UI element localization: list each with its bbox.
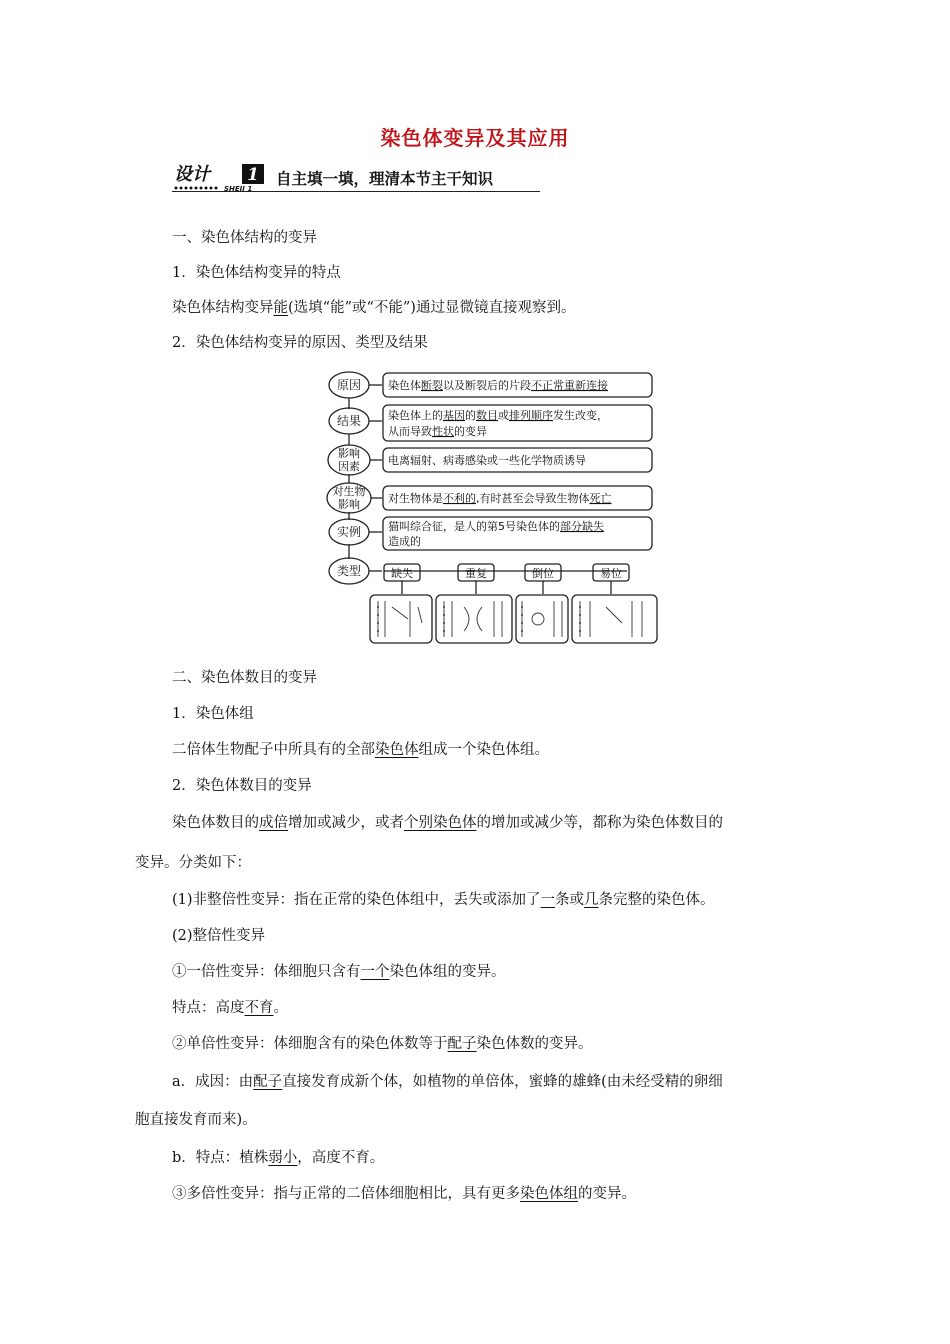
page-title: 染色体变异及其应用 [380, 126, 570, 150]
example-text-1: 猫叫综合征，是人的第5号染色体的部分缺失 [388, 520, 604, 533]
type-translocation: 易位 [600, 567, 622, 580]
logo-number: 1 [247, 165, 259, 185]
section2-line10: 胞直接发育而来)。 [135, 1112, 257, 1128]
section2-sub1: 1．染色体组 [172, 706, 254, 722]
section2-line9: a．成因：由配子直接发育成新个体，如植物的单倍体，蜜蜂的雄蜂(由未经受精的卵细 [172, 1074, 723, 1090]
section2-line11: b．特点：植株弱小，高度不育。 [172, 1150, 385, 1166]
section2-heading: 二、染色体数目的变异 [172, 670, 317, 686]
label-cause: 原因 [336, 378, 362, 392]
label-effect-2: 影响 [338, 498, 360, 511]
result-text-1: 染色体上的基因的数目或排列顺序发生改变， [388, 409, 608, 422]
section1-line1: 染色体结构变异能(选填“能”或“不能”)通过显微镜直接观察到。 [172, 300, 576, 316]
effect-text: 对生物体是不利的,有时甚至会导致生物体死亡 [388, 492, 612, 505]
type-duplication: 重复 [465, 567, 487, 580]
label-effect-1: 对生物 [332, 485, 366, 498]
label-example: 实例 [336, 525, 362, 539]
label-result: 结果 [336, 414, 362, 428]
section1-sub2: 2．染色体结构变异的原因、类型及结果 [172, 335, 428, 351]
chromosome-structure-diagram [322, 367, 662, 649]
label-factor-1: 影响 [338, 447, 360, 460]
section2-line5: (2)整倍性变异 [172, 928, 266, 944]
section-banner [172, 160, 540, 192]
example-text-2: 造成的 [388, 535, 421, 548]
section2-line3: 变异。分类如下： [135, 855, 251, 871]
section2-line6: ①一倍性变异：体细胞只含有一个染色体组的变异。 [172, 964, 506, 980]
section2-line2: 染色体数目的成倍增加或减少，或者个别染色体的增加或减少等，都称为染色体数目的 [172, 815, 723, 831]
section2-line4: (1)非整倍性变异：指在正常的染色体组中，丢失或添加了一条或几条完整的染色体。 [172, 892, 715, 908]
section2-sub2: 2．染色体数目的变异 [172, 778, 312, 794]
section1-sub1: 1．染色体结构变异的特点 [172, 265, 341, 281]
type-inversion: 倒位 [532, 567, 554, 580]
section2-line8: ②单倍性变异：体细胞含有的染色体数等于配子染色体数的变异。 [172, 1036, 593, 1052]
label-type: 类型 [336, 564, 362, 578]
cause-text: 染色体断裂以及断裂后的片段不正常重新连接 [388, 379, 608, 392]
chromosome-illustration-icon [378, 601, 642, 637]
type-deletion: 缺失 [391, 567, 413, 580]
design-logo-icon [172, 160, 268, 192]
banner-text: 自主填一填，理清本节主干知识 [276, 170, 494, 188]
section2-line1: 二倍体生物配子中所具有的全部染色体组成一个染色体组。 [172, 742, 549, 758]
section1-heading: 一、染色体结构的变异 [172, 230, 317, 246]
label-factor-2: 因素 [338, 460, 360, 473]
banner-rule [172, 191, 540, 192]
section2-line7: 特点：高度不育。 [172, 1000, 288, 1016]
logo-sub-text: SHEJI 1 [224, 185, 253, 192]
logo-main-text: 设计 [174, 164, 210, 185]
factor-text: 电离辐射、病毒感染或一些化学物质诱导 [388, 454, 586, 467]
section2-line12: ③多倍性变异：指与正常的二倍体细胞相比，具有更多染色体组的变异。 [172, 1186, 636, 1202]
result-text-2: 从而导致性状的变异 [388, 425, 487, 438]
